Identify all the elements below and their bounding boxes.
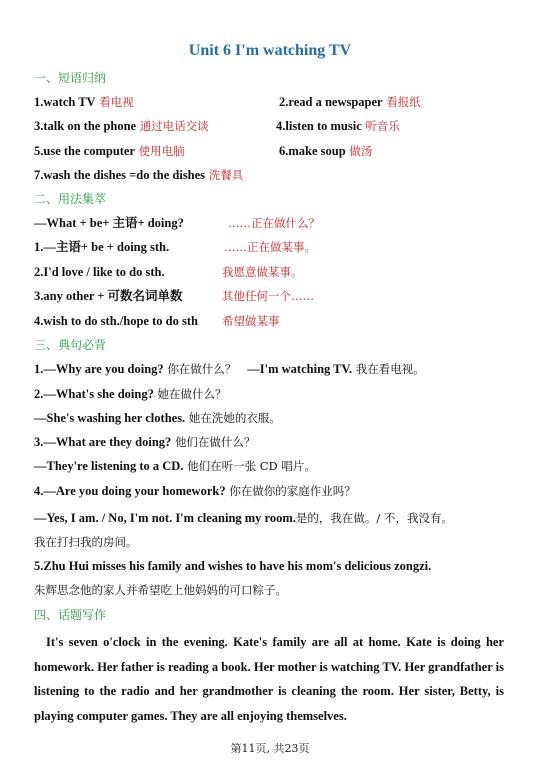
usage-meaning: ……正在做什么？ — [228, 216, 320, 230]
sentence-line: 朱辉思念他的家人并希望吃上他妈妈的可口粽子。 — [34, 583, 287, 597]
usage-pattern: 3.any other + 可数名词单数 — [34, 289, 183, 303]
sentence-line: —She's washing her clothes. 她在洗她的衣服。 — [34, 411, 281, 425]
phrase-item: 5.use the computer 使用电脑 — [34, 144, 185, 158]
usage-pattern: 2.I'd love / like to do sth. — [34, 265, 165, 279]
usage-pattern: 1.—主语+ be + doing sth. — [34, 240, 170, 254]
usage-meaning: 其他任何一个…… — [222, 289, 314, 303]
phrase-item: 1.watch TV 看电视 — [34, 95, 134, 109]
sentence-line: 5.Zhu Hui misses his family and wishes to have his mom's delicious zongzi. — [34, 559, 432, 573]
phrase-item: 3.talk on the phone 通过电话交谈 — [34, 119, 209, 133]
usage-meaning: ……正在做某事。 — [224, 240, 316, 254]
section-heading-usage: 二、用法集萃 — [34, 192, 107, 206]
sentence-line: 1.—Why are you doing? 你在做什么？ —I'm watching TV. 我在看电视。 — [34, 362, 425, 376]
writing-paragraph: It's seven o'clock in the evening. Kate's family are all at home. Kate is doing her homework. Her father is reading a book. Her mother is watching TV. Her grandfather is listening to the radio and her grandmother is cleaning the room. Her sister, Betty, is playing computer games. They are all enjoying themselves. — [34, 635, 504, 723]
section-heading-sentences: 三、典句必背 — [34, 338, 107, 352]
usage-pattern: 4.wish to do sth./hope to do sth — [34, 314, 198, 328]
section-heading-writing: 四、话题写作 — [34, 608, 107, 622]
phrase-item: 7.wash the dishes =do the dishes 洗餐具 — [34, 168, 244, 182]
section-heading-phrases: 一、短语归纳 — [34, 71, 107, 85]
usage-pattern: —What + be+ 主语+ doing? — [34, 216, 184, 230]
phrase-item: 6.make soup 做汤 — [279, 144, 373, 158]
phrase-item: 2.read a newspaper 看报纸 — [279, 95, 421, 109]
sentence-line: 2.—What's she doing? 她在做什么？ — [34, 387, 227, 401]
page-footer: 第11页, 共23页 — [230, 742, 310, 755]
page-title: Unit 6 I'm watching TV — [188, 42, 352, 59]
usage-meaning: 我愿意做某事。 — [222, 265, 303, 279]
sentence-line: —Yes, I am. / No, I'm not. I'm cleaning my room.是的，我在做。/ 不，我没有。 — [34, 511, 453, 525]
sentence-line: —They're listening to a CD. 他们在听一张 CD 唱片。 — [34, 459, 316, 473]
sentence-line: 4.—Are you doing your homework? 你在做你的家庭作业吗？ — [34, 484, 356, 498]
usage-meaning: 希望做某事 — [222, 314, 280, 328]
sentence-line: 3.—What are they doing? 他们在做什么？ — [34, 435, 256, 449]
phrase-item: 4.listen to music 听音乐 — [276, 119, 400, 133]
sentence-line: 我在打扫我的房间。 — [34, 535, 138, 549]
